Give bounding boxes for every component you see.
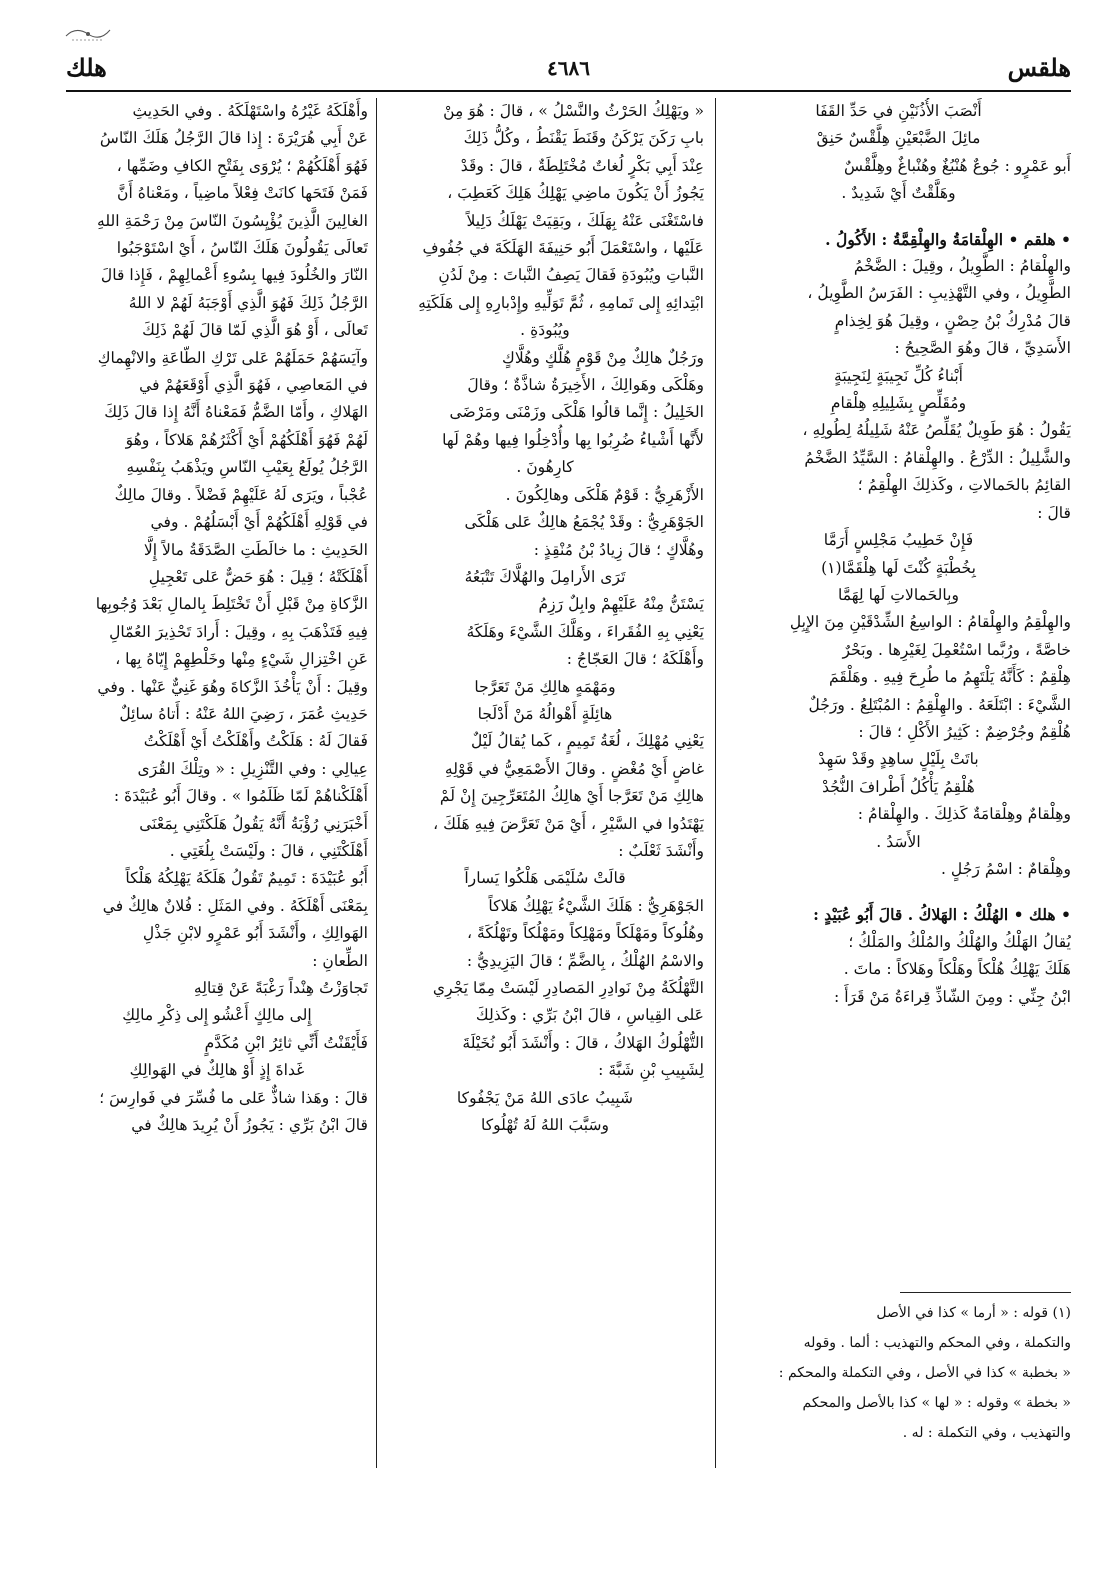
text-line: وآيَسَهُمْ حَمَلَهُمْ عَلى تَرْكِ الطّاعَةِ والانْهِماكِ [97, 348, 368, 367]
text-line: باتَتْ بِلَيْلٍ ساهِدٍ وقَدْ سَهِدْ [818, 750, 979, 769]
text-line: الجَوْهَرِيُّ : وقَدْ يُجْمَعُ هالِكٌ عَلى هَلْكَى [464, 513, 704, 532]
text-line: الرَّجُلُ يُولَعُ بِعَيْبِ النّاسِ ويَذْهَبُ بِنَفْسِهِ [126, 458, 368, 477]
text-line: • هلك • الهُلْكُ : الهَلاكُ . قالَ أَبُو عُبَيْدٍ : [813, 905, 1071, 925]
text-line: أَهْلَكْتَنِي ، قالَ : ولَيْسَتْ بِلُغَتِي . [169, 841, 368, 860]
column-right [726, 98, 1071, 1288]
text-line: يَقُولُ : هُوَ طَوِيلٌ يُقَلِّصُ عَنْهُ شَلِيلُهُ لِطُولِهِ ، [802, 421, 1071, 440]
text-line: عُجْباً ، ويَرَى لَهُ عَلَيْهِمْ فَضْلاً . وقالَ مالِكٌ [114, 485, 368, 504]
text-line: إِلى مالِكٍ أَعْشُو إِلى ذِكْرِ مالِكِ [122, 1006, 312, 1025]
text-line: يَعْنِي بِهِ الفُقَراءَ ، وهَلَّكَ الشَّيْءَ وهَلَكَهُ [466, 622, 704, 641]
text-line: الجَوْهَرِيُّ : هَلَكَ الشَّيْءُ يَهْلِكُ هَلاكاً [488, 896, 704, 915]
header-rule [66, 90, 1071, 92]
text-line: يَهْتَدُوا في السَّيْرِ ، أَيْ مَنْ تَعَرَّضَ فِيهِ هَلَكَ ، [433, 814, 704, 833]
footnote-line: والتكملة ، وفي المحكم والتهذيب : ألما . وقوله [803, 1335, 1071, 1351]
footnote-line: والتهذيب ، وفي التكملة : له . [902, 1425, 1071, 1441]
text-line: النّارَ والخُلُودَ فِيها بِسُوءِ أَعْمالِهِمْ ، فَإِذا قالَ [100, 266, 368, 285]
footnote-line: « بخطة » وقوله : « لها » كذا بالأصل والمحكم [802, 1395, 1071, 1411]
text-line: وهُلَّاكٍ ؛ قالَ زِيادُ بْنُ مُنْقِذٍ : [533, 540, 704, 559]
text-line: هَلَكَ يَهْلِكُ هُلْكاً وهَلْكاً وهَلاكاً : ماتَ . [843, 960, 1071, 979]
text-line: يُقالُ الهَلْكُ والهُلْكُ والمُلْكُ والمَلْكُ ؛ [848, 932, 1071, 951]
text-line: تَعالَى ، أَوْ هُوَ الَّذِي لَمّا قالَ لَهُمْ ذَلِكَ [142, 321, 368, 340]
text-line: هُلْقِمُ يَأْكُلُ أَطْرافَ النُّجُدْ [822, 777, 975, 796]
text-line: حَدِيثِ عُمَرَ ، رَضِيَ اللهُ عَنْهُ : أَتاهُ سائِلٌ [119, 704, 368, 723]
text-line: ابْنُ جِنِّي : ومِنَ الشّاذِّ قِراءَةُ مَنْ قَرَأَ : [834, 987, 1071, 1006]
paragraph-gap [726, 883, 1071, 901]
text-line: هِلْقِمٌ : كَأَنَّهُ يَلْتَهِمُ ما طُرِحَ فِيهِ . وهَلْقَمَ [828, 668, 1071, 687]
text-line: الأَزْهَرِيُّ : قَوْمٌ هَلْكَى وهالِكُونَ . [505, 485, 704, 504]
text-line: الزَّكاةِ مِنْ قَبْلِ أَنْ تَخْتَلِطَ بِالمالِ بَعْدَ وُجُوبِها [95, 595, 368, 614]
text-line: قالَ مُدْرِكُ بْنُ حِصْنٍ ، وقِيلَ هُوَ لِخِذامٍ [834, 311, 1071, 330]
text-line: هائِلَةٍ أَهْوالُهُ مَنْ أَدْلَجا [477, 704, 613, 723]
text-line: أَخْبَرَنِي رُؤْبَةُ أَنَّهُ يَقُولُ هَلَكْتَنِي بِمَعْنَى [139, 814, 368, 833]
text-line: بِخُطْبَةٍ كُنْتَ لَها هِلْقَمَّا(١) [821, 558, 976, 577]
text-line: أَنْصَبَ الأُذُنَيْنِ في حَدِّ القَفَا [815, 102, 982, 120]
text-line: الأَسَدِيِّ ، قالَ وهُوَ الصَّحِيحُ : [894, 339, 1071, 358]
text-line: قالَ : [1037, 503, 1071, 522]
text-line: وأَهْلَكَهُ غَيْرُهُ واسْتَهْلَكَهُ . وفي الحَدِيثِ [132, 102, 368, 120]
text-line: في المَعاصِي ، فَهُوَ الَّذِي أَوْقَعَهُمْ في [139, 376, 368, 395]
text-line: وأَنْشَدَ ثَعْلَبٌ : [618, 841, 704, 860]
text-line: هالِكِ مَنْ تَعَرَّجا أَيْ هالِكُ المُتَعَرِّجِينَ إِنْ لَمْ [439, 787, 704, 806]
text-line: بِمَعْنَى أَهْلَكَهُ . وفي المَثَلِ : فُلانٌ هالِكٌ في [102, 896, 368, 915]
footnote-line: « بخطبة » كذا في الأصل ، وفي التكملة والمحكم : [778, 1365, 1071, 1381]
text-line: قالَ ابْنُ بَرِّي : يَجُوزُ أَنْ يُرِيدَ هالِكٌ في [131, 1116, 368, 1135]
text-line: لَهُمْ فَهُوَ أَهْلَكُهُمْ أَيْ أَكْثَرُهُمْ هَلاكاً ، وهُوَ [125, 430, 368, 449]
text-line: والشَّلِيلُ : الدِّرْعُ . والهِلْقامُ : السَّيِّدُ الضَّخْمُ [804, 448, 1071, 467]
text-line: كارِهُونَ . [516, 458, 574, 477]
text-line: شَبِيبُ عادَى اللهُ مَنْ يَجْفُوكا [456, 1088, 634, 1107]
text-line: عَنِ اخْتِزالِ شَيْءٍ مِنْها وخَلْطِهِمْ إِيّاهُ بِها ، [115, 650, 368, 669]
text-line: النَّباتِ ويُبُودَةِ فَقالَ يَصِفُ النَّباتَ : مِنْ لَدُنِ [438, 266, 704, 285]
text-line: والهِلْقِمُ والهِلْقامُ : الواسِعُ الشِّدْقَيْنِ مِنَ الإِبِلِ [789, 613, 1071, 632]
text-line: • هلقم • الهِلْقامَةُ والهِلْقِمَّةُ : الأَكُولُ . [825, 229, 1071, 249]
text-line: وهَلْكَى وهَوالِكَ ، الأَخِيرَةُ شاذَّةٌ ؛ وقالَ [467, 376, 704, 395]
text-line: والهِلْقامُ : الطَّوِيلُ ، وقِيلَ : الضَّخْمُ [853, 257, 1071, 276]
text-line: قالَ : وهَذا شاذٌّ عَلى ما فُسِّرَ في فَوارِسَ ؛ [99, 1088, 368, 1107]
text-line: عَنْ أَبِي هُرَيْرَةَ : إِذا قالَ الرَّجُلُ هَلَكَ النّاسُ [99, 129, 368, 148]
text-line: الأَسَدُ . [876, 832, 921, 851]
text-line: غاضٍ أَيْ مُغْضٍ . وقالَ الأَصْمَعِيُّ في قَوْلِهِ [444, 759, 704, 778]
text-line: ومُقَلِّصٍ بِشَلِيلِهِ هِلْقامِ [830, 394, 967, 413]
text-line: الغالِينَ الَّذِينَ يُؤْيِسُونَ النّاسَ مِنْ رَحْمَةِ اللهِ [96, 211, 368, 230]
text-line: هُلْقِمٌ وجُرْضِمٌ : كَثِيرُ الأَكْلِ ؛ قالَ : [858, 722, 1071, 741]
text-line: الرَّجُلُ ذَلِكَ فَهُوَ الَّذِي أَوْجَبَهُ لَهُمْ لا اللهُ [128, 293, 368, 312]
text-line: وهَلَّقْتٌ أَيْ شَدِيدٌ . [841, 184, 956, 203]
text-line: الهَلاكِ ، وأَمّا الضَّمُّ فَمَعْناهُ أَنَّهُ إِذا قالَ ذَلِكَ [104, 403, 368, 422]
paragraph-gap [726, 208, 1071, 226]
text-line: الهَوالِكِ ، وأَنْشَدَ أَبُو عَمْرٍو لابْنِ جَذْلِ [142, 924, 368, 943]
text-line: التَّهْلُكَةُ مِنْ نَوادِرِ المَصادِرِ لَيْسَتْ مِمّا يَجْرِي [432, 979, 704, 997]
column-left [66, 98, 368, 1470]
text-line: وهِلْقامٌ : اسْمُ رَجُلٍ . [940, 859, 1071, 878]
text-line: « ويَهْلِكُ الحَرْثُ والنَّسْلُ » ، قالَ : هُوَ مِنْ [443, 102, 704, 120]
text-line: لِشَبِيبِ بْنِ شَبَّةَ : [598, 1061, 704, 1080]
text-line: عَلى القِياسِ ، قالَ ابْنُ بَرِّي : وكَذلِكَ [475, 1006, 704, 1025]
text-line: عِيالِي : وفي التَّنْزِيلِ : « وتِلْكَ القُرَى [137, 759, 368, 778]
column-divider [715, 98, 716, 1468]
text-line: فَمَنْ فَتَحَها كانَتْ فِعْلاً ماضِياً ، ومَعْناهُ أَنَّ [117, 184, 368, 203]
text-line: تَرَى الأَرامِلَ والهُلَّاكَ تَتْبَعُهُ [464, 567, 626, 586]
footnote-rule [900, 1292, 1071, 1293]
text-line: وهُلُوكاً ومَهْلَكاً ومَهْلِكاً ومَهْلُكاً وتَهْلُكَةً ، [467, 924, 704, 943]
text-line: الطَّوِيلُ ، وفي التَّهْذِيبِ : الفَرَسُ الطَّوِيلُ ، [807, 284, 1071, 303]
text-line: الشَّيْءَ : ابْتَلَعَهُ . والهِلْقِمُ : المُبْتَلِعُ . ورَجُلٌ [808, 695, 1071, 714]
text-line: أَبو عَمْرٍو : جُوعٌ هُنْبُغٌ وهُنْباغٌ وهِلَّقْسٌ [843, 156, 1071, 175]
text-line: خاصَّةً ، ورُبَّما اسْتُعْمِلَ لِغَيْرِها . وبَحْرٌ [842, 640, 1071, 659]
text-line: الطِّعانِ : [312, 951, 368, 970]
header-left-word: هلك [66, 53, 107, 82]
text-line: فَقالَ لَهُ : هَلَكْتُ وأَهْلَكْتُ أَيْ أَهْلَكْتُ [143, 732, 368, 751]
text-line: عِنْدَ أَبِي بَكْرٍ لُغاتٌ مُخْتَلِطَةٌ ، قالَ : وقَدْ [460, 156, 704, 175]
text-line: ابْتِدائِهِ إِلى تَمامِهِ ، ثُمَّ تَوَلِّيهِ وإِدْبارِهِ إِلى هَلَكَتِهِ [418, 293, 704, 312]
text-line: وبِالحَمالاتِ لَها لِهَمَّا [837, 585, 960, 604]
text-line: الخَلِيلُ : إِنَّما قالُوا هَلْكَى وزَمْنَى ومَرْضَى [449, 403, 704, 422]
column-middle [386, 98, 704, 1470]
text-line: فِيهِ فَتَذْهَبَ بِهِ ، وقِيلَ : أَرادَ تَحْذِيرَ العُمّالِ [109, 622, 368, 641]
column-divider [376, 98, 377, 1468]
text-line: وأَهْلَكَهُ ؛ قالَ العَجّاجُ : [566, 650, 704, 669]
text-line: ورَجُلٌ هالِكٌ مِنْ قَوْمٍ هُلَّكٍ وهُلَّاكٍ [502, 348, 704, 367]
text-line: عَلَيْها ، واسْتَعْمَلَ أَبُو حَنِيفَةَ الهَلَكَةَ في جُفُوفِ [422, 239, 704, 258]
text-line: فَهُوَ أَهْلَكُهُمْ ؛ يُرْوَى بِفَتْحِ الكافِ وضَمِّها ، [116, 156, 368, 175]
text-line: وسَبَّبَ اللهُ لَهُ تُهْلُوكا [480, 1116, 610, 1135]
footnote-line: (١) قوله : « أرما » كذا في الأصل [876, 1305, 1071, 1321]
text-line: غَداةَ إِذٍ أَوْ هالِكٌ في الهَوالِكِ [129, 1061, 305, 1080]
text-line: يَسْتَنُّ مِنْهُ عَلَيْهِمْ وابِلٌ رَزِمُ [538, 595, 704, 614]
text-line: يَعْنِي مُهْلِكَ ، لُغَةُ تَمِيمٍ ، كَما يُقالُ لَيْلٌ [471, 732, 704, 751]
text-line: أَهْلَكَتْهُ ؛ قِيلَ : هُوَ حَضٌّ عَلى تَعْجِيلِ [148, 567, 368, 586]
text-line: أَبْناءُ كُلِّ نَجِيبَةٍ لِنَجِيبَةٍ [833, 366, 964, 385]
text-line: يَجُوزُ أَنْ يَكُونَ ماضِي يَهْلِكُ هَلِكَ كَعَطِبَ ، [447, 184, 704, 203]
text-line: فاسْتَغْنَى عَنْهُ بِهَلَكَ ، وبَقِيَتْ يَهْلَكُ دَلِيلاً [466, 211, 704, 230]
text-line: قالَتْ سُلَيْمَى هَلْكُوا يَساراً [464, 869, 626, 888]
text-line: القائِمُ بالحَمالاتِ ، وكَذلِكَ الهِلْقِمُ ؛ [857, 476, 1071, 495]
page-header [66, 52, 1071, 92]
text-line: والاسْمُ الهُلْكُ ، بِالضَّمِّ ؛ قالَ اليَزِيدِيُّ : [466, 951, 704, 970]
text-line: فَإِنْ خَطِيبُ مَجْلِسٍ أَرَمَّا [823, 531, 974, 550]
text-line: أَهْلَكْناهُمْ لَمّا ظَلَمُوا » . وقالَ أَبُو عُبَيْدَةَ : [113, 787, 368, 806]
text-line: تَعالَى يَقُولُونَ هَلَكَ النّاسُ ، أَيْ اسْتَوْجَبُوا [116, 239, 368, 258]
page-number: ٤٦٨٦ [547, 56, 590, 80]
text-line: ويُبُودَةِ . [520, 321, 570, 340]
text-line: وقِيلَ : أَنْ يَأْخُذَ الزَّكاةَ وهُوَ غَنِيٌّ عَنْها . وفي [97, 677, 368, 696]
footnotes [736, 1298, 1071, 1448]
text-line: تَجاوَزْتُ هِنْداً رَغْبَةً عَنْ قِتالِهِ [193, 979, 368, 997]
text-line: أَبُو عُبَيْدَةَ : تَمِيمٌ تَقُولُ هَلَكَهُ يَهْلِكُهُ هَلْكاً [125, 869, 368, 888]
header-right-word: هلقس [1007, 53, 1071, 82]
text-line: ومَهْمَهٍ هالِكِ مَنْ تَعَرَّجا [474, 677, 616, 696]
text-line: في قَوْلِهِ أَهْلَكُهُمْ أَيْ أَبْسَلُهُمْ . وفي [150, 513, 368, 532]
text-line: مائِلَ الضَّبْعَيْنِ هِلَّقْسٌ حَنِقْ [816, 129, 981, 148]
text-line: التُّهْلُوكُ الهَلاكُ ، قالَ : وأَنْشَدَ أَبُو نُخَيْلَةَ [462, 1033, 704, 1052]
ornament-icon [62, 22, 114, 44]
text-line: الحَدِيثِ : ما خالَطَتِ الصَّدَقَةُ مالاً إِلَّا [143, 540, 368, 559]
text-line: لأَنَّها أَشْياءُ ضُرِبُوا بِها وأُدْخِلُوا فِيها وهُمْ لَها [442, 430, 704, 449]
text-line: وهِلْقامٌ وهِلْقامَةٌ كَذلِكَ . والهِلْقامُ : [857, 805, 1071, 824]
text-line: فَأَيْقَنْتُ أَنِّي ثائِرُ ابْنِ مُكَدَّمٍ [204, 1033, 368, 1052]
text-line: بابِ رَكَنَ يَرْكَنُ وقَنَطَ يَقْنَطُ ، وكُلُّ ذَلِكَ [463, 129, 704, 148]
